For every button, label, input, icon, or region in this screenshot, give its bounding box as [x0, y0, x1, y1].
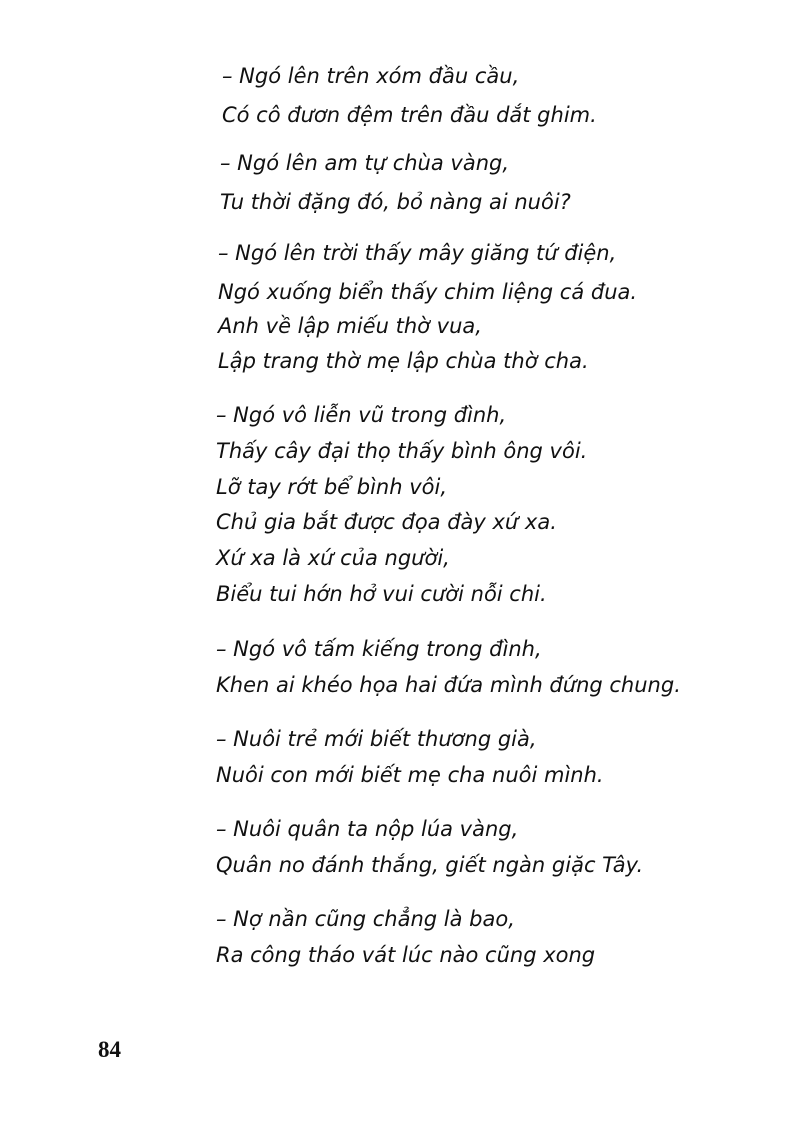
verse-line: – Nuôi trẻ mới biết thương già,: [216, 727, 537, 751]
verse-line: – Ngó lên am tự chùa vàng,: [220, 151, 510, 175]
verse-line: Nuôi con mới biết mẹ cha nuôi mình.: [216, 763, 604, 787]
verse-line: Tu thời đặng đó, bỏ nàng ai nuôi?: [220, 190, 571, 214]
verse-line: – Nuôi quân ta nộp lúa vàng,: [216, 817, 519, 841]
verse-line: Lập trang thờ mẹ lập chùa thờ cha.: [218, 349, 589, 373]
verse-line: – Ngó lên trời thấy mây giăng tứ điện,: [218, 241, 617, 265]
verse-line: Ra công tháo vát lúc nào cũng xong: [216, 943, 596, 967]
verse-line: Chủ gia bắt được đọa đày xứ xa.: [216, 510, 557, 534]
page-number: 84: [98, 1037, 121, 1062]
verse-line: Xứ xa là xứ của người,: [216, 546, 450, 570]
verse-line: Thấy cây đại thọ thấy bình ông vôi.: [216, 439, 588, 463]
verse-line: – Nợ nần cũng chẳng là bao,: [216, 907, 515, 931]
verse-line: Anh về lập miếu thờ vua,: [218, 314, 482, 338]
verse-line: Ngó xuống biển thấy chim liệng cá đua.: [218, 280, 638, 304]
verse-line: Khen ai khéo họa hai đứa mình đứng chung.: [216, 673, 681, 697]
verse-line: Có cô đươn đệm trên đầu dắt ghim.: [222, 103, 597, 127]
verse-line: Biểu tui hớn hở vui cười nỗi chi.: [216, 582, 547, 606]
verse-line: – Ngó lên trên xóm đầu cầu,: [222, 64, 520, 88]
verse-line: – Ngó vô tấm kiếng trong đình,: [216, 637, 542, 661]
verse-line: – Ngó vô liễn vũ trong đình,: [216, 403, 507, 427]
verse-line: Quân no đánh thắng, giết ngàn giặc Tây.: [216, 853, 644, 877]
verse-line: Lỡ tay rớt bể bình vôi,: [216, 475, 447, 499]
